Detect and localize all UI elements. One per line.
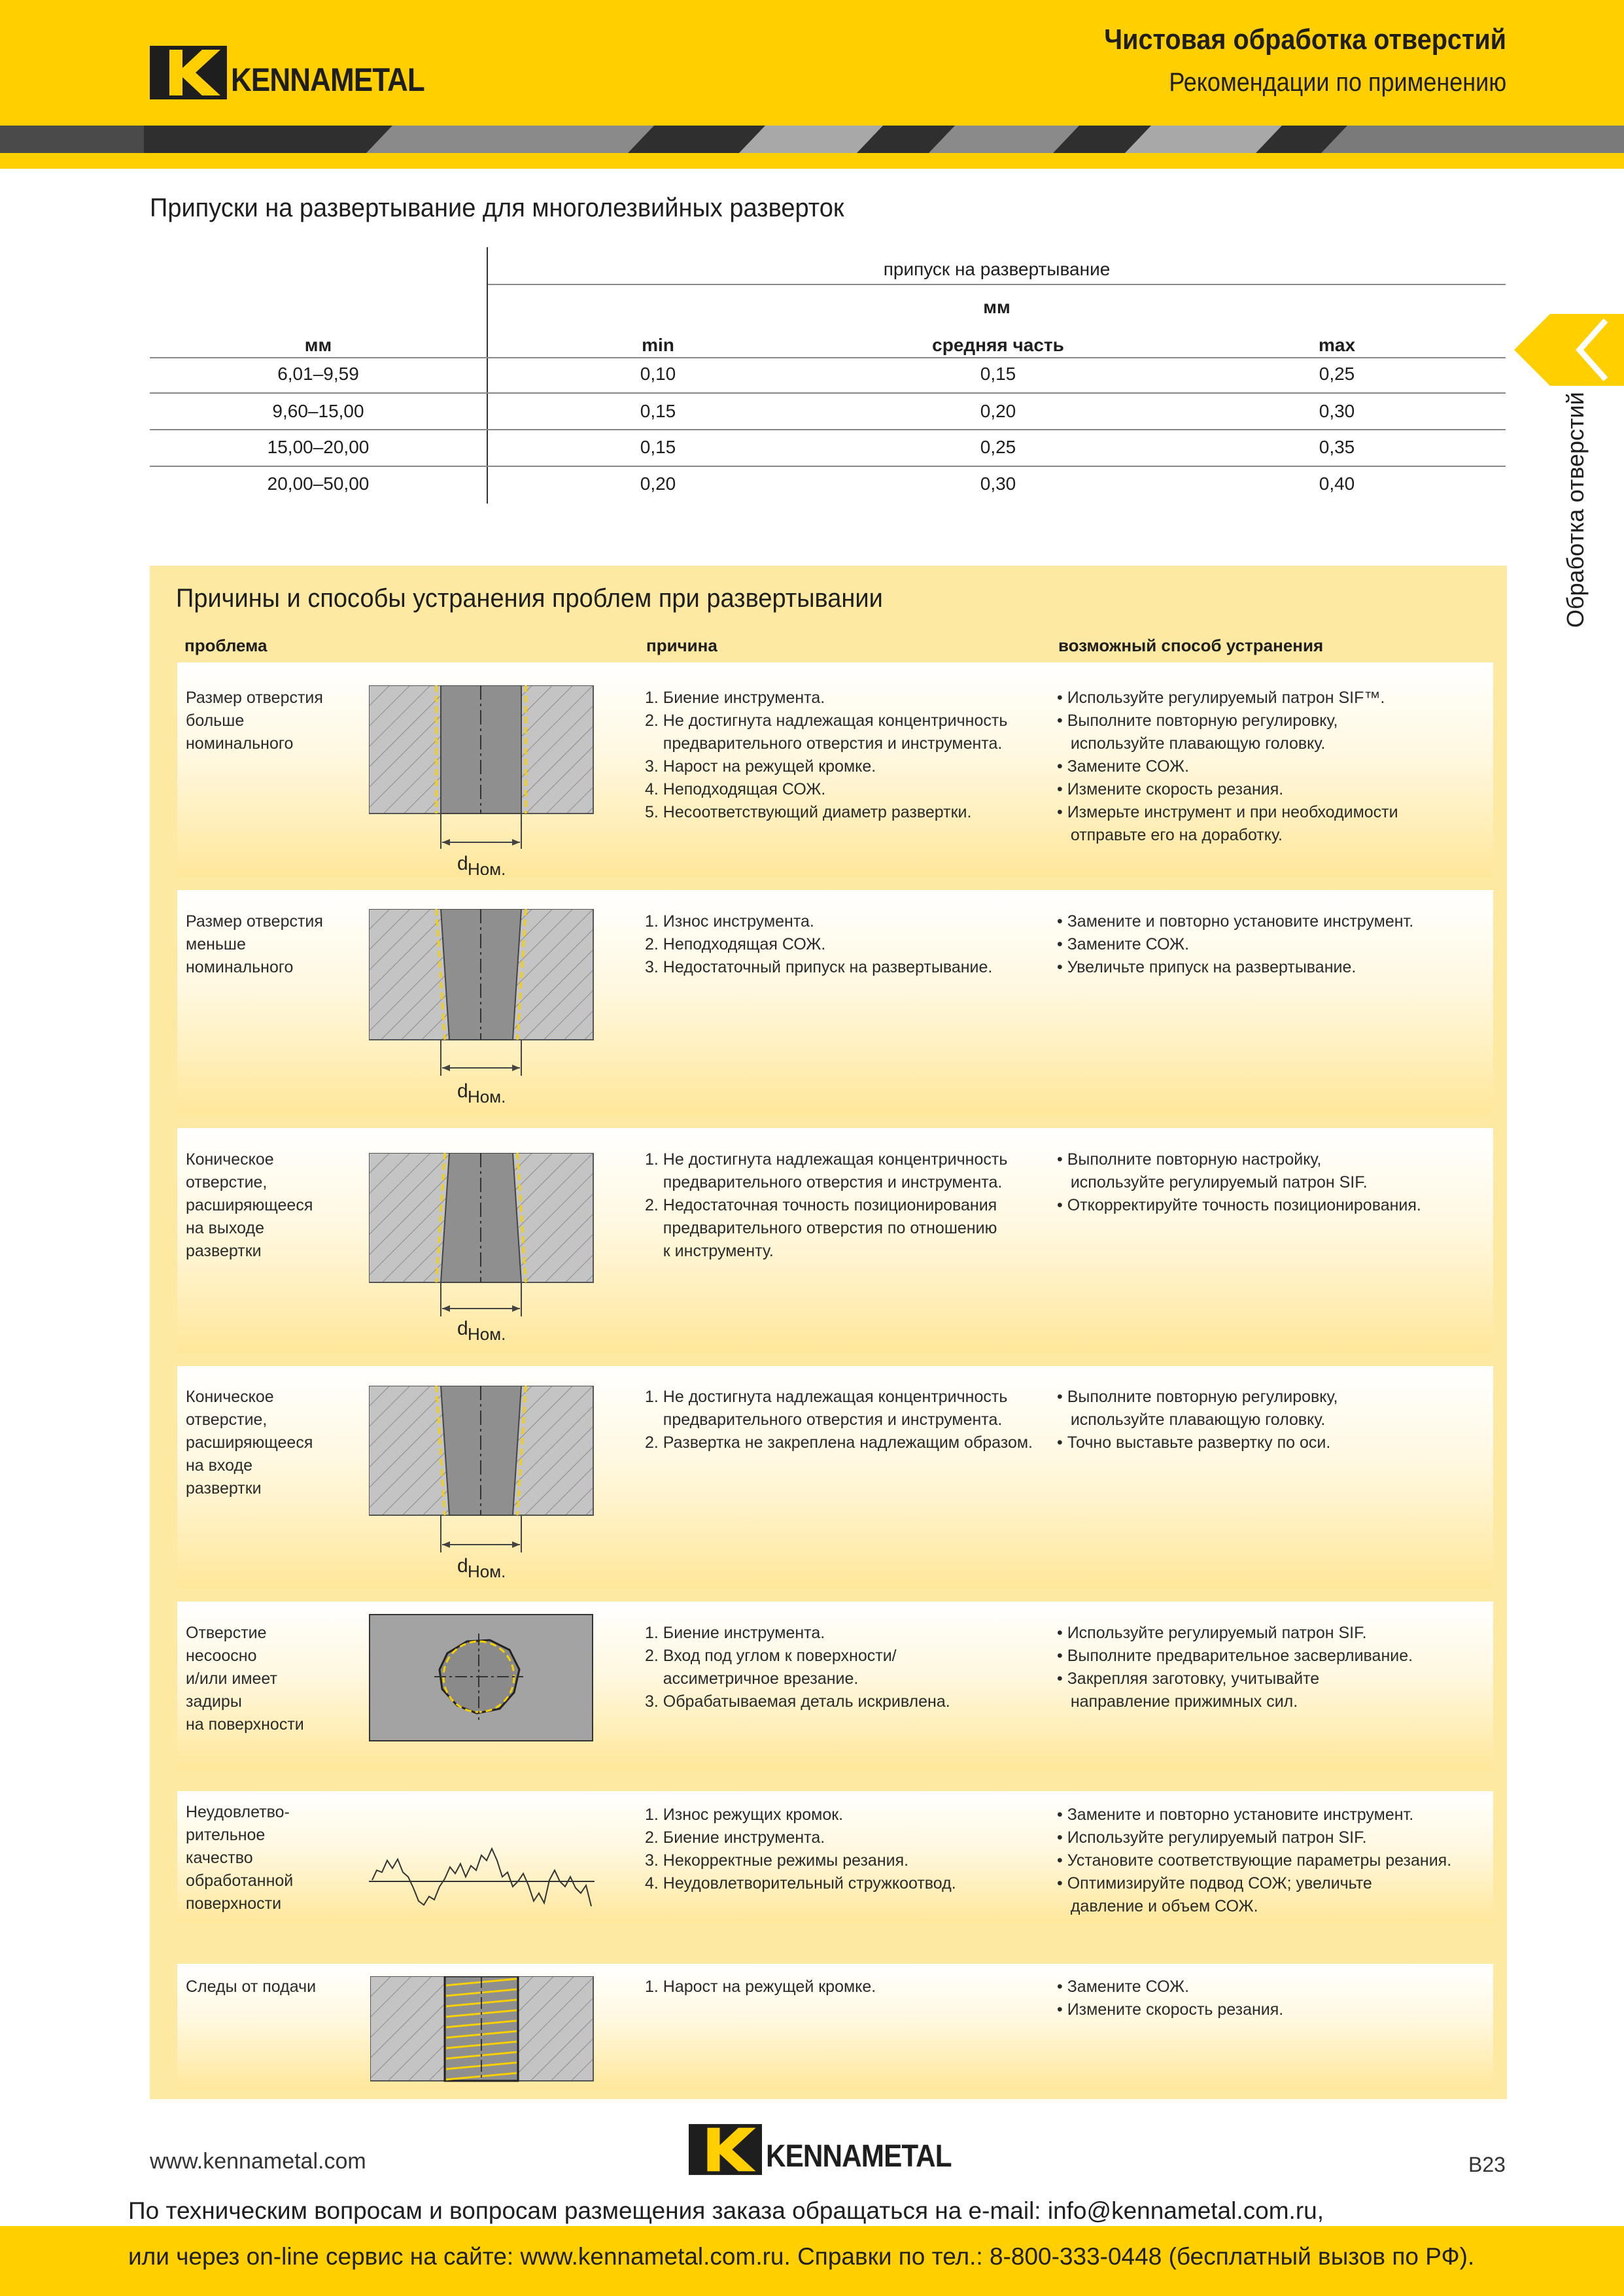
troubleshooting-panel (150, 566, 1507, 2099)
svg-text:Ном.: Ном. (468, 1562, 506, 1581)
problem-text: Следы от подачи (186, 1978, 317, 1996)
page-number: B23 (1468, 2153, 1506, 2176)
footer-url[interactable]: www.kennametal.com (150, 2149, 366, 2174)
col-header-solution: возможный способ устранения (1058, 636, 1324, 655)
col-header-max: max (1318, 335, 1356, 355)
table-cell: 0,25 (1319, 364, 1355, 384)
svg-text:Ном.: Ном. (468, 1087, 506, 1105)
col-header-mid: средняя часть (932, 335, 1064, 355)
solution-text: • Выполните повторную регулировку, используйте плавающую головку. • Точно выставьте развертку по оси. (1057, 1388, 1338, 1452)
kennametal-k-icon (150, 46, 227, 99)
col-header-cause: причина (646, 636, 717, 655)
brand-name: KENNAMETAL (766, 2138, 952, 2174)
table-cell: 0,15 (640, 401, 676, 421)
solution-text: • Замените СОЖ. • Измените скорость резания. (1057, 1978, 1284, 2019)
col-header-problem: проблема (184, 636, 268, 655)
brand-name: KENNAMETAL (231, 61, 424, 98)
solution-text: • Выполните повторную настройку, используйте регулируемый патрон SIF. • Откорректируйте точность позиционирования. (1057, 1150, 1421, 1214)
table-cell: 20,00–50,00 (267, 473, 370, 494)
side-tab-arrow (1514, 314, 1624, 386)
surface-roughness-diagram (369, 1841, 595, 1913)
table-cell: 0,40 (1319, 473, 1355, 494)
table-cell: 0,25 (980, 437, 1016, 457)
header-title: Чистовая обработка отверстий (1104, 24, 1506, 56)
entry-taper-diagram (369, 1386, 595, 1585)
svg-text:d: d (457, 853, 468, 874)
col-header-min: min (642, 335, 674, 355)
solution-text: • Замените и повторно установите инструмент. • Замените СОЖ. • Увеличьте припуск на развертывание. (1057, 912, 1414, 976)
contact-line-1: По техническим вопросам и вопросам размещения заказа обращаться на e-mail: info@kennametal.com.ru, (128, 2197, 1324, 2224)
group-header: припуск на развертывание (883, 259, 1111, 279)
footer-logo (689, 2124, 976, 2175)
cause-text: 1. Износ инструмента. 2. Неподходящая СОЖ. 3. Недостаточный припуск на развертывание. (645, 912, 993, 976)
svg-text:d: d (457, 1318, 468, 1339)
allowance-table-title: Припуски на развертывание для многолезвийных разверток (150, 194, 844, 222)
table-cell: 0,35 (1319, 437, 1355, 457)
problem-text: Коническое отверстие, расширяющееся на выходе развертки (186, 1150, 313, 1260)
svg-text:d: d (457, 1555, 468, 1577)
table-cell: 0,20 (640, 473, 676, 494)
kennametal-k-icon (689, 2124, 762, 2175)
cause-text: 1. Биение инструмента. 2. Вход под углом к поверхности/ ассиметричное врезание. 3. Обрабатываемая деталь искривлена. (645, 1624, 950, 1711)
contact-line-2: или через on-line сервис на сайте: www.kennametal.com.ru. Справки по тел.: 8-800-333-0448 (бесплатный вызов по РФ). (128, 2243, 1475, 2270)
header-stripe-band (0, 126, 1624, 153)
cause-text: 1. Нарост на режущей кромке. (645, 1978, 876, 1996)
problem-text: Размер отверстия больше номинального (186, 689, 323, 753)
svg-text:Ном.: Ном. (468, 1324, 506, 1344)
problem-text: Коническое отверстие, расширяющееся на входе развертки (186, 1388, 313, 1498)
side-tab-label: Обработка отверстий (1562, 392, 1589, 628)
misaligned-hole-diagram (369, 1614, 595, 1745)
table-cell: 0,15 (640, 437, 676, 457)
page-header (0, 0, 1624, 126)
table-cell: 0,10 (640, 364, 676, 384)
troubleshooting-title: Причины и способы устранения проблем при развертывании (176, 584, 883, 613)
allowance-table (150, 247, 1506, 504)
solution-text: • Используйте регулируемый патрон SIF™. • Выполните повторную регулировку, используйте плавающую головку. • Замените СОЖ. • Измените скорость резания. • Измерьте инструмент и при необходимости отправьте его на доработку. (1057, 689, 1398, 844)
table-cell: 15,00–20,00 (267, 437, 370, 457)
feed-marks-diagram (370, 1976, 596, 2084)
problem-text: Неудовлетво- рительное качество обработанной поверхности (186, 1803, 294, 1913)
col-header-mm: мм (304, 335, 332, 355)
group-unit: мм (983, 297, 1011, 317)
header-subtitle: Рекомендации по применению (1169, 68, 1506, 97)
table-cell: 0,20 (980, 401, 1016, 421)
problem-text: Отверстие несоосно и/или имеет задиры на поверхности (186, 1624, 304, 1734)
table-cell: 9,60–15,00 (272, 401, 364, 421)
oversize-hole-diagram (369, 685, 595, 875)
solution-text: • Замените и повторно установите инструмент. • Используйте регулируемый патрон SIF. • Установите соответствующие параметры резания. • Оптимизируйте подвод СОЖ; увеличьте давление и объем СОЖ. (1057, 1806, 1452, 1915)
table-cell: 0,30 (1319, 401, 1355, 421)
cause-text: 1. Не достигнута надлежащая концентричность предварительного отверстия и инструмента. 2. Недостаточная точность позиционирования предварительного отверстия по отношению к инструменту. (645, 1150, 1008, 1260)
svg-text:Ном.: Ном. (468, 859, 506, 875)
table-cell: 0,30 (980, 473, 1016, 494)
undersize-hole-diagram (369, 909, 595, 1105)
svg-text:d: d (457, 1080, 468, 1102)
cause-text: 1. Не достигнута надлежащая концентричность предварительного отверстия и инструмента. 2. Развертка не закреплена надлежащим образом. (645, 1388, 1033, 1452)
table-cell: 0,15 (980, 364, 1016, 384)
cause-text: 1. Биение инструмента. 2. Не достигнута надлежащая концентричность предварительного отверстия и инструмента. 3. Нарост на режущей кромке. 4. Неподходящая СОЖ. 5. Несоответствующий диаметр развертки. (645, 689, 1008, 821)
kennametal-logo (150, 46, 451, 99)
solution-text: • Используйте регулируемый патрон SIF. • Выполните предварительное засверливание. • Закрепляя заготовку, учитывайте направление прижимных сил. (1057, 1624, 1413, 1711)
table-cell: 6,01–9,59 (277, 364, 359, 384)
exit-taper-diagram (369, 1153, 595, 1349)
header-underline (0, 153, 1624, 169)
problem-text: Размер отверстия меньше номинального (186, 912, 323, 976)
cause-text: 1. Износ режущих кромок. 2. Биение инструмента. 3. Некорректные режимы резания. 4. Неудовлетворительный стружкоотвод. (645, 1806, 956, 1893)
